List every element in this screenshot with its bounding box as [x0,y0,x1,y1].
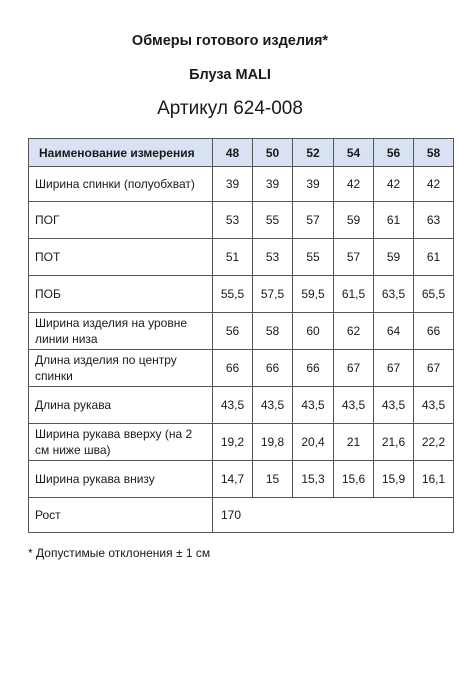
measurement-value: 64 [374,313,414,350]
column-header-size: 48 [213,139,253,167]
measurement-name: Длина изделия по центру спинки [29,350,213,387]
measurement-value: 66 [293,350,334,387]
measurement-value: 53 [253,239,293,276]
page-title: Обмеры готового изделия* [131,33,329,49]
measurement-value: 67 [374,350,414,387]
measurement-name: ПОТ [29,239,213,276]
column-header-size: 52 [293,139,334,167]
column-header-size: 54 [334,139,374,167]
measurement-value: 55 [293,239,334,276]
column-header-size: 50 [253,139,293,167]
measurement-value: 15,9 [374,461,414,498]
table-row [29,313,454,350]
measurement-value: 60 [293,313,334,350]
measurement-value: 39 [213,167,253,202]
table-row [29,239,454,276]
measurement-name: ПОБ [29,276,213,313]
measurement-value: 61 [414,239,454,276]
measurement-value: 61,5 [334,276,374,313]
measurement-value: 62 [334,313,374,350]
measurement-value: 55,5 [213,276,253,313]
column-header-name: Наименование измерения [29,139,213,167]
table-row [29,461,454,498]
measurement-value: 63,5 [374,276,414,313]
measurement-value: 57,5 [253,276,293,313]
measurement-value: 39 [253,167,293,202]
measurement-value: 59 [374,239,414,276]
measurement-value: 19,8 [253,424,293,461]
measurement-value: 43,5 [253,387,293,424]
measurement-value: 43,5 [293,387,334,424]
height-value: 170 [213,498,454,533]
measurement-value: 22,2 [414,424,454,461]
measurement-value: 43,5 [374,387,414,424]
measurement-value: 61 [374,202,414,239]
measurement-value: 15,3 [293,461,334,498]
measurement-value: 20,4 [293,424,334,461]
measurement-value: 59,5 [293,276,334,313]
table-header-row [29,139,454,167]
measurement-value: 63 [414,202,454,239]
table-row [29,276,454,313]
measurement-value: 67 [414,350,454,387]
measurement-value: 57 [334,239,374,276]
product-name: Блуза MALI [189,67,271,83]
measurement-value: 42 [414,167,454,202]
measurement-value: 42 [334,167,374,202]
measurement-value: 53 [213,202,253,239]
measurement-value: 42 [374,167,414,202]
tolerance-footnote: * Допустимые отклонения ± 1 см [28,546,211,560]
height-label: Рост [29,498,213,533]
measurement-value: 66 [213,350,253,387]
measurement-name: Ширина изделия на уровне линии низа [29,313,213,350]
table-row [29,387,454,424]
measurement-value: 21,6 [374,424,414,461]
measurement-value: 56 [213,313,253,350]
column-header-size: 58 [414,139,454,167]
measurements-table [28,138,454,533]
table-row-height [29,498,454,533]
measurement-value: 15,6 [334,461,374,498]
table-row [29,350,454,387]
measurement-name: Ширина рукава вверху (на 2 см ниже шва) [29,424,213,461]
measurement-value: 15 [253,461,293,498]
measurement-value: 43,5 [334,387,374,424]
measurement-value: 55 [253,202,293,239]
measurement-value: 43,5 [213,387,253,424]
measurement-value: 51 [213,239,253,276]
article-number: Артикул 624-008 [157,98,303,119]
measurement-value: 65,5 [414,276,454,313]
measurement-value: 59 [334,202,374,239]
measurement-value: 66 [253,350,293,387]
measurement-value: 43,5 [414,387,454,424]
table-row [29,202,454,239]
table-row [29,424,454,461]
measurement-value: 39 [293,167,334,202]
measurement-name: Ширина рукава внизу [29,461,213,498]
measurement-name: ПОГ [29,202,213,239]
measurement-name: Длина рукава [29,387,213,424]
measurement-value: 14,7 [213,461,253,498]
measurement-value: 58 [253,313,293,350]
measurement-value: 19,2 [213,424,253,461]
column-header-size: 56 [374,139,414,167]
measurement-value: 16,1 [414,461,454,498]
measurement-value: 66 [414,313,454,350]
measurement-value: 21 [334,424,374,461]
table-row [29,167,454,202]
measurement-name: Ширина спинки (полуобхват) [29,167,213,202]
measurement-value: 57 [293,202,334,239]
measurement-value: 67 [334,350,374,387]
